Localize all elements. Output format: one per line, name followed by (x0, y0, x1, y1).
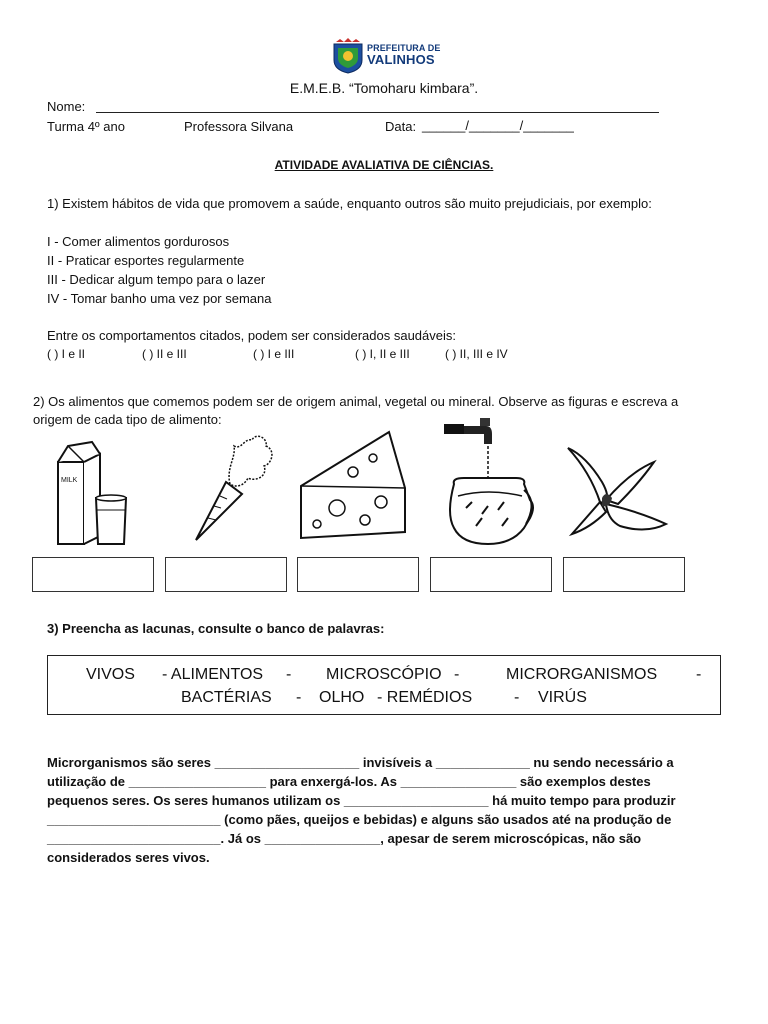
fill-text-line: Microrganismos são seres ____________________ invisíveis a _____________ nu sendo necessário a (47, 755, 674, 770)
milk-image (52, 440, 134, 548)
q1-prompt: Entre os comportamentos citados, podem ser considerados saudáveis: (47, 328, 456, 343)
logo-bottom-text: VALINHOS (367, 52, 435, 67)
q3-number: 3) (47, 621, 59, 636)
class-label: Turma 4º ano (47, 119, 125, 134)
name-field[interactable] (96, 101, 659, 113)
name-label: Nome: (47, 99, 86, 114)
cheese-image (297, 428, 409, 540)
answer-box-carrot[interactable] (165, 557, 287, 592)
banana-image (560, 442, 672, 542)
word-bank-word: - ALIMENTOS (162, 666, 264, 683)
word-bank-separator: - (286, 666, 292, 683)
q1-statement: 1) Existem hábitos de vida que promovem a saúde, enquanto outros são muito prejudiciais, por exemplo: (47, 196, 652, 211)
word-bank (47, 655, 721, 715)
q3-heading (47, 621, 384, 636)
answer-box-banana[interactable] (563, 557, 685, 592)
q1-item: III - Dedicar algum tempo para o lazer (47, 272, 266, 287)
word-bank-word: MICROSCÓPIO (326, 666, 442, 683)
word-bank-word: MICRORGANISMOS (506, 666, 658, 683)
word-bank-separator: - (514, 689, 520, 706)
q1-item: II - Praticar esportes regularmente (47, 253, 245, 268)
carrot-icon (186, 428, 278, 546)
date-field[interactable]: ______/_______/_______ (422, 118, 574, 133)
q2-statement-line1: 2) Os alimentos que comemos podem ser de origem animal, vegetal ou mineral. Observe as figuras e escreva a (33, 394, 679, 409)
word-bank-separator: - (296, 689, 302, 706)
cheese-icon (297, 428, 409, 540)
milk-carton-icon (52, 440, 134, 548)
logo-wordmark (367, 44, 440, 66)
word-bank-word: BACTÉRIAS (181, 689, 272, 706)
faucet-jug-icon (442, 418, 542, 548)
banana-icon (560, 442, 672, 542)
fill-text-line: utilização de ___________________ para enxergá-los. As ________________ são exemplos destes (47, 774, 651, 789)
q3-heading-text: Preencha as lacunas, consulte o banco de palavras: (58, 621, 385, 636)
q1-option[interactable]: ( ) II e III (142, 347, 187, 361)
answer-box-cheese[interactable] (297, 557, 419, 592)
word-bank-word: OLHO (319, 689, 365, 706)
teacher-label: Professora Silvana (184, 119, 294, 134)
faucet-image (442, 418, 542, 548)
word-bank-separator: - (454, 666, 460, 683)
word-bank-word: VIRÚS (538, 689, 587, 706)
q1-option[interactable]: ( ) II, III e IV (445, 347, 508, 361)
word-bank-separator: - (696, 666, 702, 683)
school-name: E.M.E.B. “Tomoharu kimbara”. (289, 80, 479, 96)
date-label: Data: (385, 119, 417, 134)
answer-box-milk[interactable] (32, 557, 154, 592)
q1-option[interactable]: ( ) I e II (47, 347, 86, 361)
q2-statement-line2: origem de cada tipo de alimento: (33, 412, 222, 427)
word-bank-word: - REMÉDIOS (377, 689, 473, 706)
fill-text-line: ________________________ (como pães, queijos e bebidas) e alguns são usados até na produção de (47, 812, 672, 827)
activity-title: ATIVIDADE AVALIATIVA DE CIÊNCIAS. (274, 158, 494, 172)
fill-text-line: pequenos seres. Os seres humanos utilizam os ____________________ há muito tempo para produzir (47, 793, 676, 808)
q1-option[interactable]: ( ) I e III (253, 347, 295, 361)
q1-item: IV - Tomar banho uma vez por semana (47, 291, 272, 306)
q1-item: I - Comer alimentos gordurosos (47, 234, 230, 249)
word-bank-word: VIVOS (86, 666, 135, 683)
logo-top-text: PREFEITURA DE (367, 43, 441, 53)
answer-box-water[interactable] (430, 557, 552, 592)
q1-option[interactable]: ( ) I, II e III (355, 347, 410, 361)
carrot-image (186, 428, 278, 546)
milk-text: MILK (61, 477, 78, 484)
fill-text-line: considerados seres vivos. (47, 850, 210, 865)
fill-text-line: ________________________. Já os ________________, apesar de serem microscópicas, não são (47, 831, 642, 846)
